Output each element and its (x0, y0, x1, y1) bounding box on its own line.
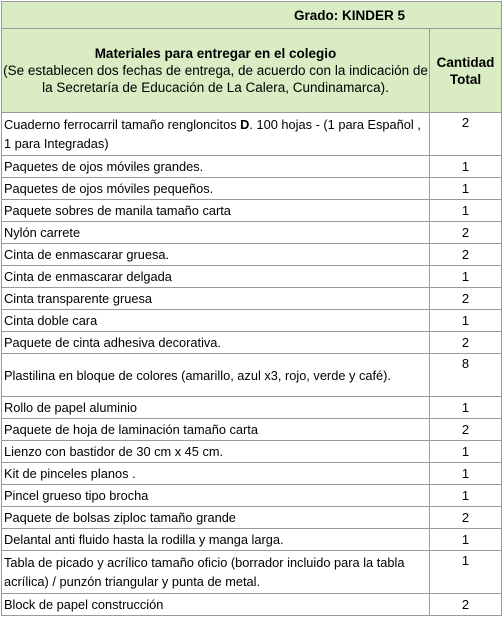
item-quantity: 8 (430, 354, 502, 397)
item-description (2, 397, 430, 419)
item-description (2, 485, 430, 507)
table-row (2, 354, 502, 397)
table-row (2, 178, 502, 200)
item-text: Nylón carrete (4, 225, 81, 240)
header-title: Materiales para entregar en el colegio (94, 46, 337, 61)
item-quantity: 2 (430, 113, 502, 156)
header-description-cell (2, 29, 430, 113)
item-quantity: 1 (430, 441, 502, 463)
item-description (2, 288, 430, 310)
table-row (2, 222, 502, 244)
item-description (2, 156, 430, 178)
item-text: Paquete de cinta adhesiva decorativa. (4, 335, 221, 350)
item-text: Paquete sobres de manila tamaño carta (4, 203, 231, 218)
item-quantity: 2 (430, 419, 502, 441)
item-text: Delantal anti fluido hasta la rodilla y manga larga. (4, 532, 284, 547)
item-text: Plastilina en bloque de colores (amarillo, azul x3, rojo, verde y café). (4, 367, 391, 383)
grade-label: Grado: KINDER 5 (2, 2, 502, 29)
item-description (2, 178, 430, 200)
table-row (2, 485, 502, 507)
item-text: Cinta de enmascarar gruesa. (4, 247, 170, 262)
table-row (2, 397, 502, 419)
item-quantity: 2 (430, 332, 502, 354)
header-qty-line2: Total (449, 71, 482, 87)
item-quantity: 1 (430, 397, 502, 419)
item-quantity: 1 (430, 310, 502, 332)
header-note: (Se establecen dos fechas de entrega, de acuerdo con la indicación de la Secretaría de Educación de La Calera, Cundinamarca). (3, 63, 428, 95)
item-description (2, 529, 430, 551)
item-quantity: 1 (430, 156, 502, 178)
table-row (2, 551, 502, 594)
item-description (2, 310, 430, 332)
table-row (2, 244, 502, 266)
item-description (2, 113, 430, 156)
table-row (2, 288, 502, 310)
materials-table (1, 1, 502, 616)
item-quantity: 2 (430, 507, 502, 529)
table-row (2, 441, 502, 463)
item-text: Paquete de bolsas ziploc tamaño grande (4, 510, 236, 525)
item-description (2, 244, 430, 266)
item-text: Cinta transparente gruesa (4, 291, 152, 306)
item-quantity: 1 (430, 200, 502, 222)
item-description (2, 551, 430, 594)
item-text: Cinta de enmascarar delgada (4, 269, 172, 284)
item-text-bold: D (240, 117, 250, 132)
item-text: Kit de pinceles planos . (4, 466, 136, 481)
table-row (2, 529, 502, 551)
table-row (2, 113, 502, 156)
item-description (2, 441, 430, 463)
item-quantity: 1 (430, 485, 502, 507)
item-quantity: 2 (430, 594, 502, 616)
item-text: Cuaderno ferrocarril tamaño rengloncitos (4, 117, 241, 132)
header-qty-line1: Cantidad (436, 54, 495, 70)
item-quantity: 2 (430, 288, 502, 310)
item-quantity: 2 (430, 222, 502, 244)
item-text: Lienzo con bastidor de 30 cm x 45 cm. (4, 444, 224, 459)
item-description (2, 222, 430, 244)
item-text: Paquetes de ojos móviles pequeños. (4, 181, 214, 196)
item-text: Pincel grueso tipo brocha (4, 488, 149, 503)
item-description (2, 463, 430, 485)
item-quantity: 1 (430, 178, 502, 200)
item-description (2, 332, 430, 354)
item-text: Paquetes de ojos móviles grandes. (4, 159, 204, 174)
item-quantity: 2 (430, 244, 502, 266)
item-quantity: 1 (430, 529, 502, 551)
table-row (2, 156, 502, 178)
table-row (2, 463, 502, 485)
item-description (2, 507, 430, 529)
table-row (2, 507, 502, 529)
table-row (2, 266, 502, 288)
item-quantity: 1 (430, 463, 502, 485)
item-description (2, 594, 430, 616)
item-description (2, 354, 430, 397)
table-row (2, 200, 502, 222)
item-text: Cinta doble cara (4, 313, 98, 328)
table-row (2, 332, 502, 354)
item-text-continued: . 100 hojas - (1 para Español , 1 para Integradas) (4, 117, 421, 151)
table-row (2, 594, 502, 616)
item-text: Paquete de hoja de laminación tamaño carta (4, 422, 258, 437)
item-description (2, 419, 430, 441)
table-row (2, 419, 502, 441)
item-description (2, 200, 430, 222)
header-quantity-cell (430, 29, 502, 113)
item-description (2, 266, 430, 288)
item-quantity: 1 (430, 551, 502, 594)
item-text: Tabla de picado y acrílico tamaño oficio (borrador incluido para la tabla acrílica) / punzón triangular y punta de metal. (4, 555, 405, 589)
item-text: Rollo de papel aluminio (4, 400, 138, 415)
table-row (2, 310, 502, 332)
item-text: Block de papel construcción (4, 597, 164, 612)
item-quantity: 1 (430, 266, 502, 288)
